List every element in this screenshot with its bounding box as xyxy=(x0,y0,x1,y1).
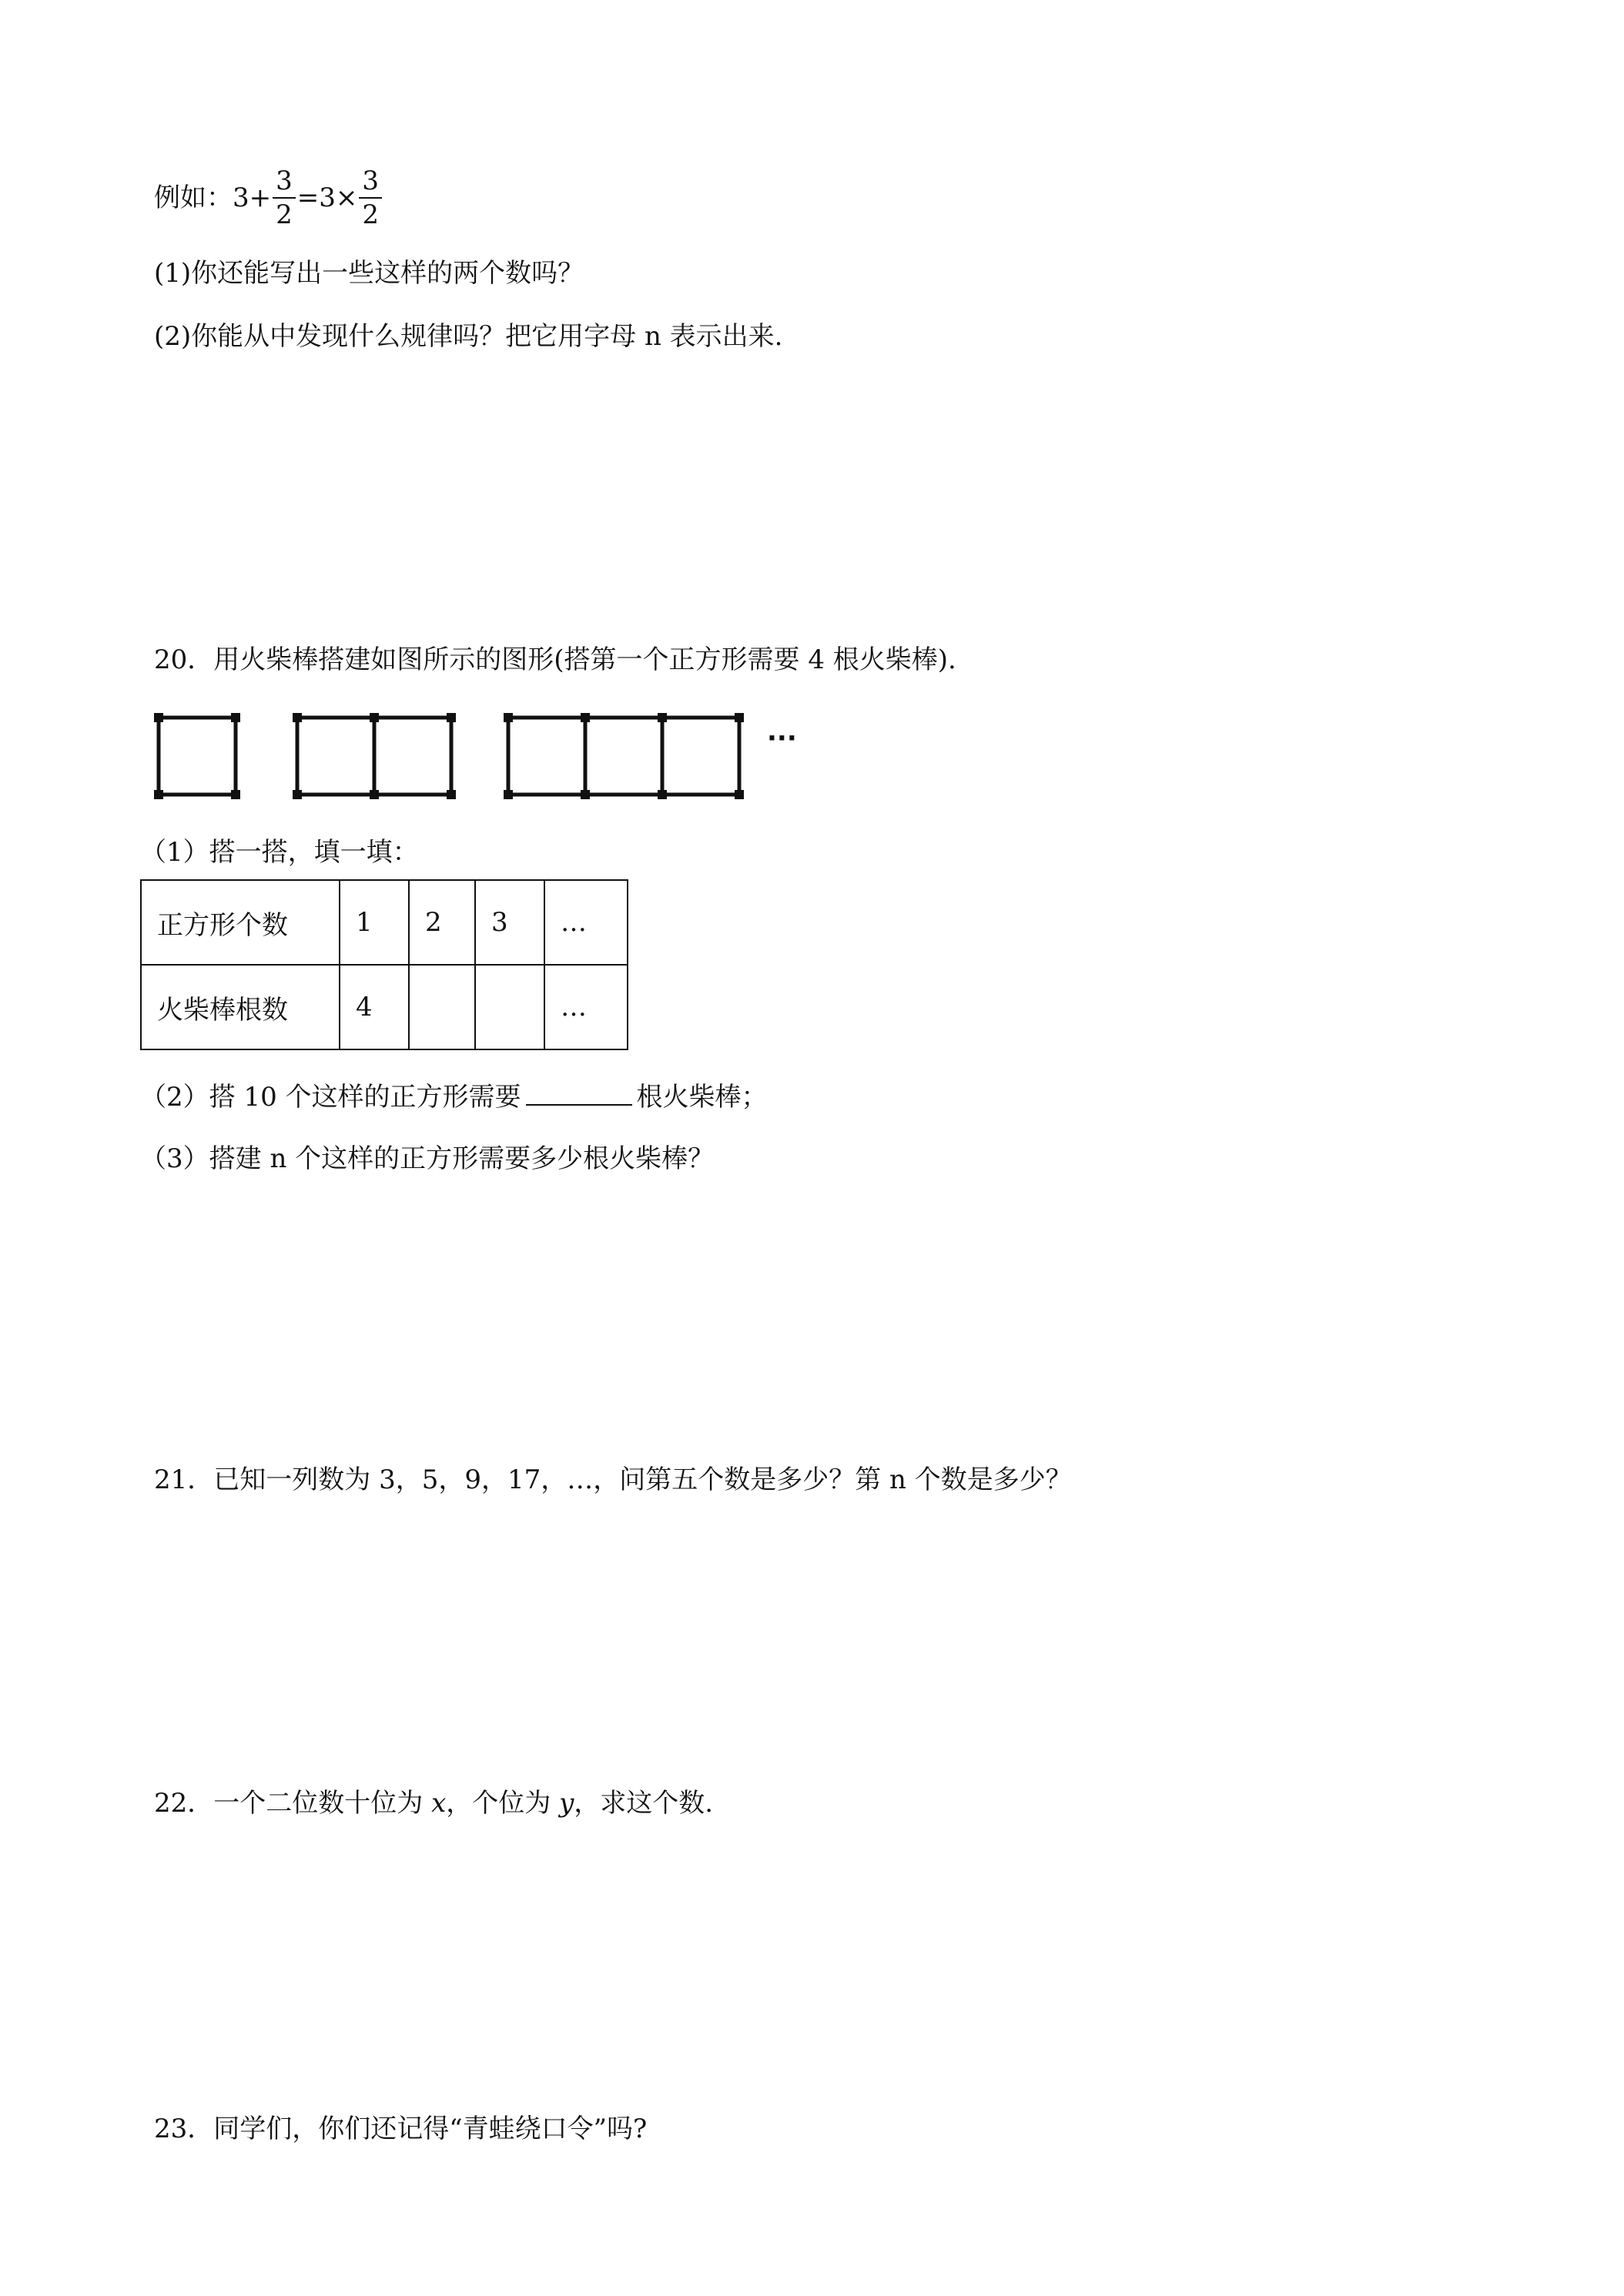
table-cell-empty[interactable] xyxy=(475,965,544,1049)
q19-part2: (2)你能从中发现什么规律吗？把它用字母 n 表示出来. xyxy=(154,321,783,352)
answer-blank[interactable] xyxy=(526,1081,632,1106)
fraction-bar xyxy=(359,197,382,199)
table-cell: 火柴棒根数 xyxy=(141,965,340,1049)
table-cell: … xyxy=(544,965,628,1049)
example-lhs: 3+ xyxy=(233,182,272,213)
one-square-shape xyxy=(159,718,236,795)
figure-ellipsis: ··· xyxy=(767,723,797,754)
variable-x: x xyxy=(431,1788,447,1819)
q20-part2 xyxy=(140,1081,768,1113)
fraction-three-halves-2 xyxy=(359,168,382,228)
q21-stem: 21．已知一列数为 3，5，9，17，…，问第五个数是多少？第 n 个数是多少？ xyxy=(154,1464,1072,1495)
table-cell-empty[interactable] xyxy=(409,965,475,1049)
fraction-denominator: 2 xyxy=(276,199,293,230)
matchstick-figure xyxy=(152,707,815,799)
matchstick-table xyxy=(140,879,628,1050)
table-cell: 4 xyxy=(340,965,409,1049)
table-cell: 2 xyxy=(409,880,475,965)
table-cell: 1 xyxy=(340,880,409,965)
fraction-numerator: 3 xyxy=(362,166,380,196)
fraction-three-halves xyxy=(273,168,296,228)
three-squares-shape xyxy=(508,718,739,795)
three-squares-dots xyxy=(504,713,744,799)
table-row xyxy=(141,965,628,1049)
table-row xyxy=(141,880,628,965)
two-squares-shape xyxy=(297,718,451,795)
q20-part2-after: 根火柴棒； xyxy=(636,1082,768,1113)
fraction-denominator: 2 xyxy=(362,199,380,230)
table-cell: … xyxy=(544,880,628,965)
q22-stem xyxy=(154,1788,714,1819)
q22-before-x: 22．一个二位数十位为 xyxy=(154,1788,432,1819)
fraction-numerator: 3 xyxy=(276,166,293,196)
q20-part2-before: （2）搭 10 个这样的正方形需要 xyxy=(140,1082,521,1113)
one-square-dots xyxy=(154,713,240,799)
q23-stem: 23．同学们，你们还记得“青蛙绕口令”吗? xyxy=(154,2114,648,2144)
example-equals: =3× xyxy=(296,182,358,213)
q20-stem: 20．用火柴棒搭建如图所示的图形(搭第一个正方形需要 4 根火柴棒). xyxy=(154,644,956,675)
q20-part3: （3）搭建 n 个这样的正方形需要多少根火柴棒？ xyxy=(140,1143,715,1174)
example-prefix: 例如： xyxy=(154,182,233,213)
fraction-bar xyxy=(273,197,296,199)
variable-y: y xyxy=(559,1788,574,1819)
q22-after-y: ，求这个数. xyxy=(574,1788,714,1819)
q20-part1: （1）搭一搭，填一填： xyxy=(140,837,419,868)
table-cell: 正方形个数 xyxy=(141,880,340,965)
table-cell: 3 xyxy=(475,880,544,965)
q19-part1: (1)你还能写出一些这样的两个数吗？ xyxy=(154,258,584,289)
q22-middle: ，个位为 xyxy=(446,1788,560,1819)
example-line xyxy=(154,168,383,228)
